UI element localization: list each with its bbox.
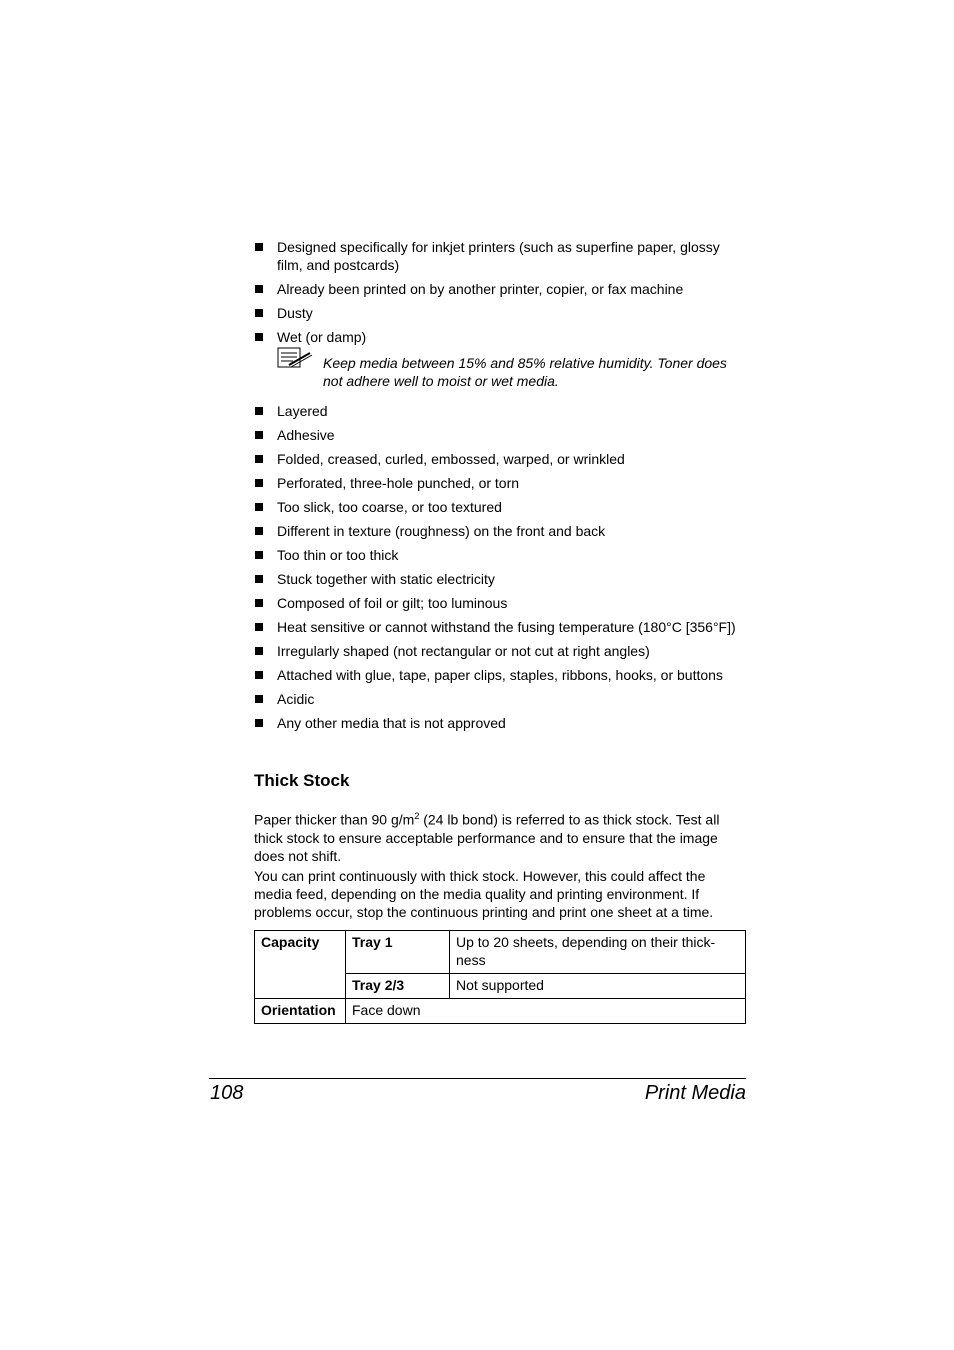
note-pad-pencil-icon bbox=[277, 347, 313, 369]
square-bullet-icon bbox=[255, 719, 263, 727]
orientation-label: Orientation bbox=[255, 999, 346, 1024]
square-bullet-icon bbox=[255, 551, 263, 559]
humidity-note bbox=[254, 354, 749, 390]
list-item: Layered bbox=[254, 402, 749, 420]
square-bullet-icon bbox=[255, 503, 263, 511]
list-item: Too slick, too coarse, or too textured bbox=[254, 498, 749, 516]
table-row bbox=[255, 931, 746, 974]
list-item: Too thin or too thick bbox=[254, 546, 749, 564]
capacity-label: Capacity bbox=[255, 931, 346, 999]
square-bullet-icon bbox=[255, 695, 263, 703]
list-item: Folded, creased, curled, embossed, warped, or wrinkled bbox=[254, 450, 749, 468]
list-item: Dusty bbox=[254, 304, 749, 322]
list-item: Heat sensitive or cannot withstand the fusing temperature (180°C [356°F]) bbox=[254, 618, 749, 636]
thick-stock-paragraph-2: You can print continuously with thick stock. However, this could affect the media feed, depending on the media quality and printing environment. If problems occur, stop the continuous printing and print one sheet at a time. bbox=[254, 868, 714, 920]
tray1-value: Up to 20 sheets, depending on their thick-ness bbox=[450, 931, 746, 974]
list-item: Attached with glue, tape, paper clips, staples, ribbons, hooks, or buttons bbox=[254, 666, 749, 684]
square-bullet-icon bbox=[255, 623, 263, 631]
list-item: Already been printed on by another printer, copier, or fax machine bbox=[254, 280, 749, 298]
list-item: Adhesive bbox=[254, 426, 749, 444]
square-bullet-icon bbox=[255, 671, 263, 679]
section-heading: Thick Stock bbox=[254, 771, 350, 790]
tray23-value: Not supported bbox=[450, 974, 746, 999]
page-number: 108 bbox=[210, 1082, 244, 1104]
square-bullet-icon bbox=[255, 647, 263, 655]
list-item: Composed of foil or gilt; too luminous bbox=[254, 594, 749, 612]
list-item: Designed specifically for inkjet printers (such as superfine paper, glossy film, and postcards) bbox=[254, 238, 749, 274]
table-row bbox=[255, 999, 746, 1024]
orientation-value: Face down bbox=[346, 999, 746, 1024]
square-bullet-icon bbox=[255, 575, 263, 583]
square-bullet-icon bbox=[255, 243, 263, 251]
square-bullet-icon bbox=[255, 527, 263, 535]
list-item: Different in texture (roughness) on the front and back bbox=[254, 522, 749, 540]
square-bullet-icon bbox=[255, 333, 263, 341]
list-item: Acidic bbox=[254, 690, 749, 708]
unsuitable-media-list bbox=[254, 238, 749, 738]
square-bullet-icon bbox=[255, 479, 263, 487]
list-item: Perforated, three-hole punched, or torn bbox=[254, 474, 749, 492]
tray1-label: Tray 1 bbox=[346, 931, 450, 974]
square-bullet-icon bbox=[255, 599, 263, 607]
list-item: Stuck together with static electricity bbox=[254, 570, 749, 588]
thick-stock-paragraph-1: Paper thicker than 90 $g/m^2$ (24 lb bond) is referred to as thick stock. Test all thick stock to ensure acceptable performance and to ensure that the image does not shift. bbox=[254, 811, 720, 864]
thick-stock-spec-table bbox=[254, 930, 746, 1024]
square-bullet-icon bbox=[255, 407, 263, 415]
list-item: Irregularly shaped (not rectangular or not cut at right angles) bbox=[254, 642, 749, 660]
tray23-label: Tray 2/3 bbox=[346, 974, 450, 999]
list-item: Wet (or damp) bbox=[254, 328, 749, 346]
square-bullet-icon bbox=[255, 431, 263, 439]
square-bullet-icon bbox=[255, 285, 263, 293]
list-item: Any other media that is not approved bbox=[254, 714, 749, 732]
footer-section-title: Print Media bbox=[644, 1082, 746, 1104]
square-bullet-icon bbox=[255, 455, 263, 463]
square-bullet-icon bbox=[255, 309, 263, 317]
note-text: Keep media between 15% and 85% relative humidity. Toner does not adhere well to moist or wet media. bbox=[323, 355, 727, 389]
footer-divider bbox=[209, 1078, 746, 1079]
